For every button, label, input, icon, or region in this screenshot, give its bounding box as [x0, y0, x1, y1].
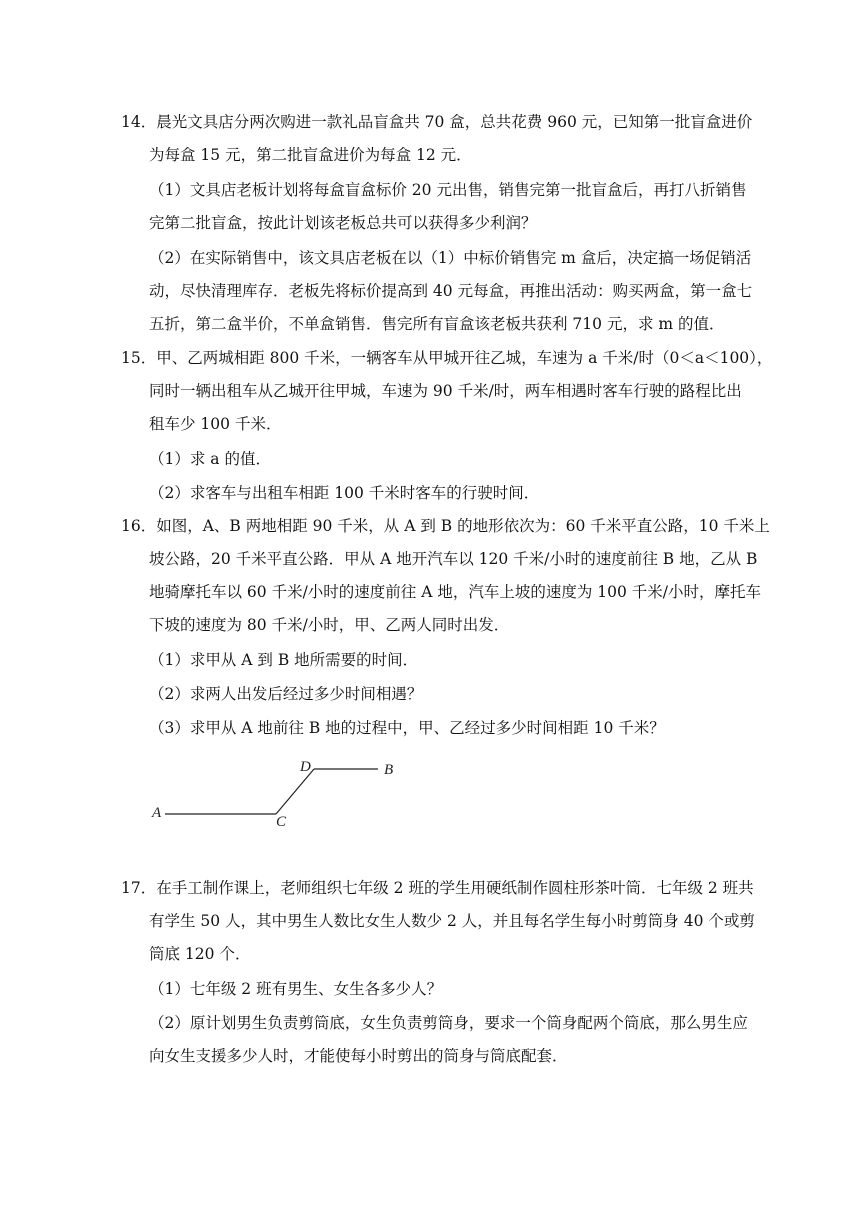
q15-part2: （2）求客车与出租车相距 100 千米时客车的行驶时间．	[149, 484, 540, 502]
q16-part3: （3）求甲从 A 地前往 B 地的过程中，甲、乙经过多少时间相距 10 千米？	[149, 719, 665, 737]
q16-line-2: 坡公路，20 千米平直公路．甲从 A 地开汽车以 120 千米/小时的速度前往 B 地，乙从 B	[149, 550, 758, 568]
q17-line-1: 17．在手工制作课上，老师组织七年级 2 班的学生用硬纸制作圆柱形茶叶筒．七年级 2 班共	[121, 879, 754, 897]
q14-part2-line-3: 五折，第二盒半价，不单盒销售．售完所有盲盒该老板共获利 710 元，求 m 的值．	[149, 315, 725, 333]
segment-cd	[276, 769, 314, 814]
q14-part2-line-1: （2）在实际销售中，该文具店老板在以（1）中标价销售完 m 盒后，决定搞一场促销活	[149, 249, 752, 267]
q16-line-1: 16．如图，A、B 两地相距 90 千米，从 A 到 B 的地形依次为：60 千米平直公路，10 千米上	[121, 517, 770, 535]
q17-line-3: 筒底 120 个．	[149, 945, 251, 963]
q15-line-2: 同时一辆出租车从乙城开往甲城，车速为 90 千米/时，两车相遇时客车行驶的路程比出	[149, 382, 742, 400]
q16-line-3: 地骑摩托车以 60 千米/小时的速度前往 A 地，汽车上坡的速度为 100 千米/小时，摩托车	[149, 583, 762, 601]
q14-line-2: 为每盒 15 元，第二批盲盒进价为每盒 12 元．	[149, 146, 472, 164]
q15-line-1: 15．甲、乙两城相距 800 千米，一辆客车从甲城开往乙城，车速为 a 千米/时（0＜a＜100），	[121, 349, 773, 367]
q14-line-1: 14．晨光文具店分两次购进一款礼品盲盒共 70 盒，总共花费 960 元，已知第一批盲盒进价	[121, 113, 753, 131]
q16-line-4: 下坡的速度为 80 千米/小时，甲、乙两人同时出发．	[149, 616, 510, 634]
q16-part1: （1）求甲从 A 到 B 地所需要的时间．	[149, 651, 419, 669]
q14-part1-line-2: 完第二批盲盒，按此计划该老板总共可以获得多少利润？	[149, 214, 537, 232]
label-c: C	[276, 814, 287, 830]
q15-line-3: 租车少 100 千米．	[149, 415, 282, 433]
q17-part2-line-1: （2）原计划男生负责剪筒底，女生负责剪筒身，要求一个筒身配两个筒底，那么男生应	[149, 1014, 748, 1032]
q14-part2-line-2: 动，尽快清理库存．老板先将标价提高到 40 元每盒，再推出活动：购买两盒，第一盒七	[149, 282, 753, 300]
q16-part2: （2）求两人出发后经过多少时间相遇？	[149, 685, 423, 703]
label-d: D	[300, 759, 311, 775]
label-a: A	[152, 805, 162, 821]
label-b: B	[384, 762, 394, 778]
q15-part1: （1）求 a 的值．	[149, 450, 271, 468]
q17-part2-line-2: 向女生支援多少人时，才能使每小时剪出的筒身与筒底配套．	[149, 1047, 568, 1065]
q17-part1: （1）七年级 2 班有男生、女生各多少人？	[149, 980, 443, 998]
q17-line-2: 有学生 50 人，其中男生人数比女生人数少 2 人，并且每名学生每小时剪筒身 40 个或剪	[149, 912, 755, 930]
q14-part1-line-1: （1）文具店老板计划将每盒盲盒标价 20 元出售，销售完第一批盲盒后，再打八折销售	[149, 181, 747, 199]
road-diagram	[150, 756, 410, 836]
